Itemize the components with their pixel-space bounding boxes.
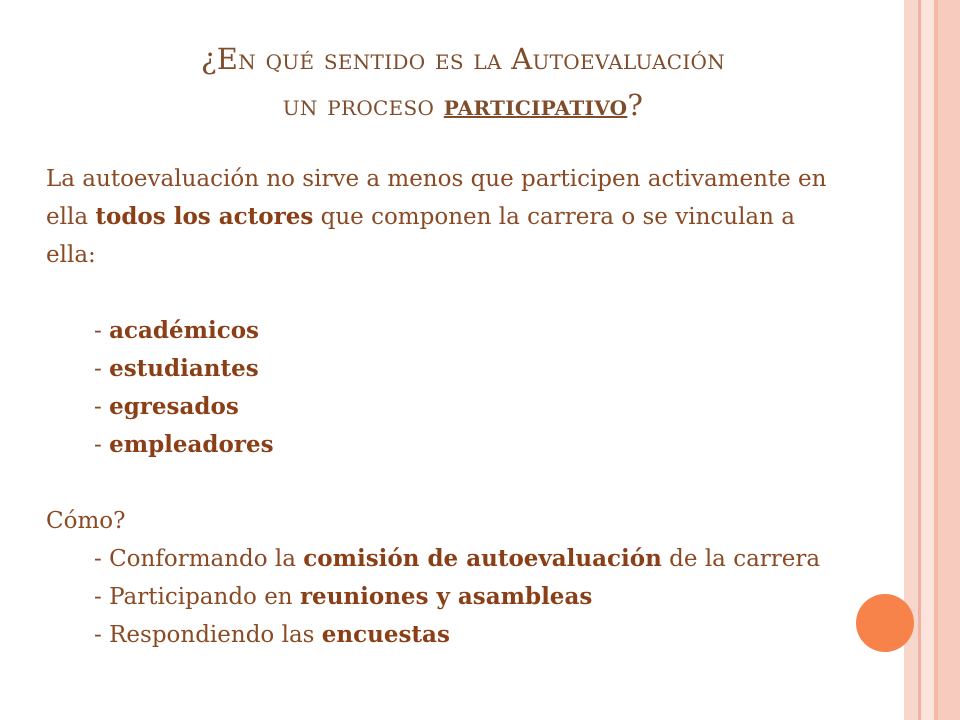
list-item [94,616,846,654]
actor-label: académicos [109,317,259,344]
stripe [938,0,960,720]
title-keyword: participativo [443,88,628,122]
actor-list [46,312,846,464]
slide-title [40,36,886,128]
bullet: - [94,318,110,344]
list-item [94,540,834,578]
list-item [94,578,846,616]
item-bold: reuniones y asambleas [299,583,593,610]
spacer [46,274,846,312]
list-item [94,350,846,388]
intro-text-after: que componen la carrera o se vinculan a ella: [46,204,795,268]
how-list [46,540,846,654]
actor-label: empleadores [109,431,274,458]
title-line-1: ¿En qué sentido es la Autoevaluación [200,42,726,76]
list-item [94,388,846,426]
intro-text-before: La autoevaluación no sirve a menos que participen activamente en ella [46,166,827,230]
intro-bold: todos los actores [95,203,314,230]
list-item [94,426,846,464]
slide-body [46,160,846,654]
actor-label: egresados [109,393,239,420]
item-suffix: de la carrera [661,546,821,572]
actor-label: estudiantes [109,355,259,382]
how-label: Cómo? [46,508,126,534]
item-prefix: - Participando en [94,584,300,610]
stripe [921,0,934,720]
intro-paragraph [46,160,846,274]
title-line-2 [40,82,886,128]
title-line-2-prefix: un proceso [282,88,444,122]
list-item [94,312,846,350]
bullet: - [94,432,110,458]
bullet: - [94,356,110,382]
bullet: - [94,394,110,420]
spacer [46,464,846,502]
decorative-stripes [904,0,960,720]
item-prefix: - Respondiendo las [94,622,322,648]
accent-circle [856,594,914,652]
title-line-2-suffix: ? [627,88,644,122]
item-prefix: - Conformando la [94,546,304,572]
item-bold: encuestas [321,621,450,648]
item-bold: comisión de autoevaluación [303,545,662,572]
